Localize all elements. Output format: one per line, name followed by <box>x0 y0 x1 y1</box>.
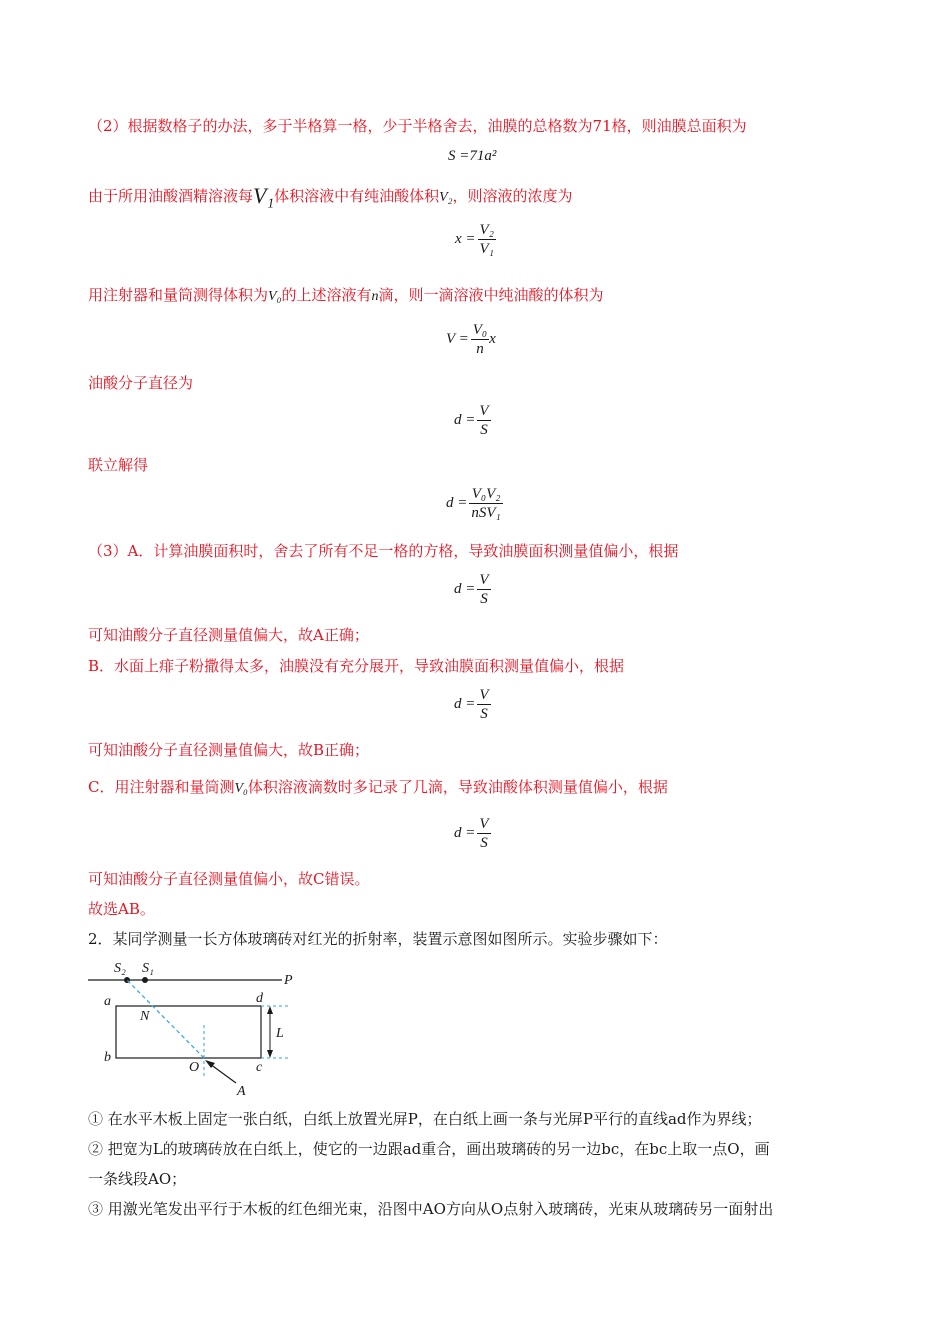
frac-num: V <box>479 572 489 588</box>
glass-block <box>116 1006 261 1058</box>
fraction-x <box>478 221 496 258</box>
option-c-text-b: 体积溶液滴数时多记录了几滴，导致油酸体积测量值偏小，根据 <box>247 778 668 796</box>
label-a-point: A <box>237 1084 246 1099</box>
equation-diameter-a <box>454 571 491 608</box>
answer-choice-text: 故选AB。 <box>88 900 155 918</box>
point-s1 <box>142 977 148 983</box>
fraction-d <box>477 815 490 852</box>
label-c: c <box>256 1060 263 1075</box>
equation-diameter <box>454 402 491 439</box>
step-2-text-b: 一条线段AO； <box>88 1170 187 1188</box>
var-v0: V₀ <box>268 289 282 304</box>
arrow-up-icon <box>267 1006 273 1014</box>
equation-concentration <box>455 221 496 258</box>
arrow-down-icon <box>267 1050 273 1058</box>
concentration-text-b: 体积溶液中有纯油酸体积 <box>274 187 440 205</box>
frac-den: V₁ <box>479 241 494 257</box>
var-v2: V₂ <box>439 190 453 205</box>
frac-num: V <box>479 816 489 832</box>
label-o: O <box>189 1060 200 1075</box>
label-s1: S₁ <box>142 961 154 976</box>
solve-text: 联立解得 <box>88 456 149 474</box>
eq-d-lhs: d = <box>446 494 468 511</box>
frac-den: S <box>480 422 488 438</box>
equation-volume <box>446 321 496 358</box>
label-a: a <box>104 994 111 1009</box>
syringe-text-a: 用注射器和量筒测得体积为 <box>88 286 269 304</box>
frac-den: nSV₁ <box>471 505 501 521</box>
var-v1: V₁ <box>253 183 275 208</box>
eq-d-lhs: d = <box>454 695 476 712</box>
frac-den: S <box>480 591 488 607</box>
equation-final <box>446 485 503 522</box>
eq-d-lhs: d = <box>454 824 476 841</box>
label-p: P <box>284 973 293 988</box>
label-d: d <box>256 991 263 1006</box>
option-b-text: B．水面上痱子粉撒得太多，油膜没有充分展开，导致油膜面积测量值偏小，根据 <box>88 657 625 675</box>
equation-diameter-b <box>454 686 491 723</box>
frac-num: V₂ <box>479 222 494 238</box>
concentration-text <box>88 183 573 208</box>
fraction-final <box>469 485 502 522</box>
step-3-text: ③ 用激光笔发出平行于木板的红色细光束，沿图中AO方向从O点射入玻璃砖，光束从玻璃砖另一面射出 <box>88 1200 774 1218</box>
equation-diameter-c <box>454 815 491 852</box>
diameter-text: 油酸分子直径为 <box>88 374 194 392</box>
concentration-text-a: 由于所用油酸酒精溶液每 <box>88 187 254 205</box>
step-1-text: ① 在水平木板上固定一张白纸，白纸上放置光屏P，在白纸上画一条与光屏P平行的直线ad作为界线； <box>88 1110 762 1128</box>
solution-part2-text: （2）根据数格子的办法，多于半格算一格，少于半格舍去，油膜的总格数为71格，则油膜总面积为 <box>88 117 747 135</box>
option-a-text: （3）A．计算油膜面积时，舍去了所有不足一格的方格，导致油膜面积测量值偏小，根据 <box>88 542 679 560</box>
frac-den: S <box>480 706 488 722</box>
frac-num: V₀ <box>472 322 488 338</box>
step-2-text-a: ② 把宽为L的玻璃砖放在白纸上，使它的一边跟ad重合，画出玻璃砖的另一边bc，在bc上取一点O，画 <box>88 1140 770 1158</box>
var-v0: V₀ <box>234 781 248 796</box>
var-n: n <box>371 289 379 304</box>
label-n: N <box>140 1009 150 1024</box>
option-c-text-a: C．用注射器和量筒测 <box>88 778 235 796</box>
frac-num: V <box>479 687 489 703</box>
result-c-text: 可知油酸分子直径测量值偏小，故C错误。 <box>88 870 370 888</box>
label-l: L <box>276 1026 284 1041</box>
frac-den: n <box>476 341 484 357</box>
eq-d-lhs: d = <box>454 580 476 597</box>
equation-area: S =71a² <box>448 148 497 164</box>
question-2-intro: 2．某同学测量一长方体玻璃砖对红光的折射率，装置示意图如图所示。实验步骤如下： <box>88 930 668 948</box>
syringe-text-c: 滴，则一滴溶液中纯油酸的体积为 <box>378 286 604 304</box>
fraction-v <box>471 321 489 358</box>
eq-v-lhs: V = <box>446 330 469 347</box>
concentration-text-c: ，则溶液的浓度为 <box>452 187 573 205</box>
option-c-text <box>88 777 668 799</box>
experiment-diagram <box>86 955 316 1100</box>
syringe-text-b: 的上述溶液有 <box>281 286 372 304</box>
result-a-text: 可知油酸分子直径测量值偏大，故A正确； <box>88 626 369 644</box>
fraction-d <box>477 571 490 608</box>
frac-num: V₀V₂ <box>469 485 502 504</box>
eq-v-tail: x <box>489 330 496 347</box>
light-path-dashed <box>127 980 204 1058</box>
incident-ray <box>210 1064 236 1083</box>
syringe-text <box>88 285 603 307</box>
label-s2: S₂ <box>114 961 126 976</box>
result-b-text: 可知油酸分子直径测量值偏大，故B正确； <box>88 741 370 759</box>
eq-d-lhs: d = <box>454 411 476 428</box>
fraction-d <box>477 686 490 723</box>
frac-num: V <box>479 403 489 419</box>
fraction-d <box>477 402 490 439</box>
frac-den: S <box>480 835 488 851</box>
label-b: b <box>104 1050 111 1065</box>
eq-x-lhs: x = <box>455 230 476 247</box>
